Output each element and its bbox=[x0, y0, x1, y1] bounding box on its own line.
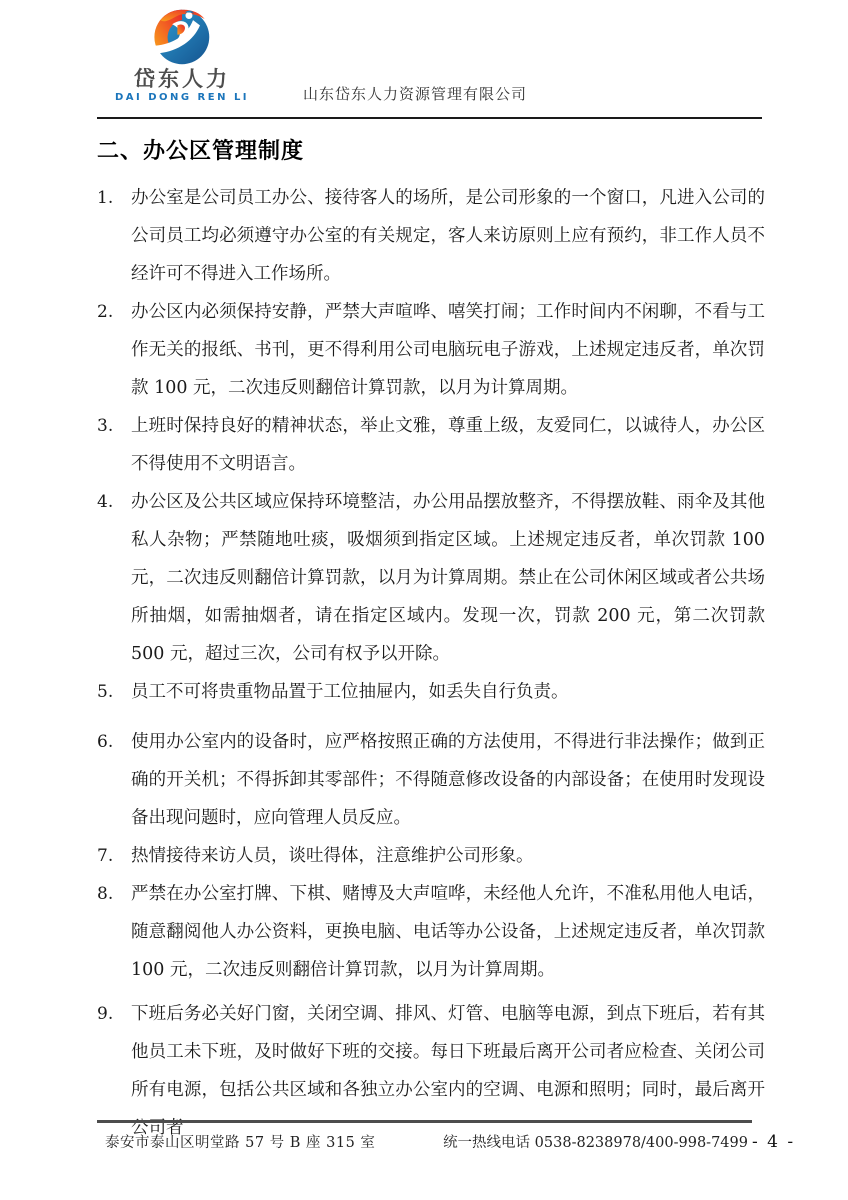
rule-text: 上班时保持良好的精神状态，举止文雅，尊重上级，友爱同仁，以诚待人，办公区不得使用不文明语言。 bbox=[131, 416, 765, 474]
rule-number: 7. bbox=[97, 846, 114, 866]
logo-name-cn: 岱东人力 bbox=[134, 67, 230, 91]
rule-text: 办公区内必须保持安静，严禁大声喧哗、嘻笑打闹；工作时间内不闲聊，不看与工作无关的报纸、书刊，更不得利用公司电脑玩电子游戏，上述规定违反者，单次罚款 100 元，二次违反则翻倍计算罚款，以月为计算周期。 bbox=[131, 302, 765, 398]
rule-text: 使用办公室内的设备时，应严格按照正确的方法使用，不得进行非法操作；做到正确的开关机；不得拆卸其零部件；不得随意修改设备的内部设备；在使用时发现设备出现问题时，应向管理人员反应。 bbox=[131, 732, 765, 828]
rules-list bbox=[97, 179, 765, 1147]
document-body bbox=[97, 130, 765, 1147]
rule-item-3 bbox=[97, 407, 765, 483]
logo-circle-icon bbox=[153, 8, 211, 66]
document-title: 二、办公区管理制度 bbox=[97, 138, 305, 164]
rule-item-7 bbox=[97, 837, 765, 875]
rule-number: 8. bbox=[97, 884, 114, 904]
rule-item-8 bbox=[97, 875, 765, 989]
rule-item-2 bbox=[97, 293, 765, 407]
rule-number: 9. bbox=[97, 1004, 114, 1024]
rule-text: 热情接待来访人员，谈吐得体，注意维护公司形象。 bbox=[131, 846, 534, 866]
rule-text: 严禁在办公室打牌、下棋、赌博及大声喧哗，未经他人允许，不准私用他人电话，随意翻阅他人办公资料，更换电脑、电话等办公设备，上述规定违反者，单次罚款 100 元，二次违反则翻倍计算罚款，以月为计算周期。 bbox=[131, 884, 765, 980]
rule-text: 办公室是公司员工办公、接待客人的场所，是公司形象的一个窗口，凡进入公司的公司员工均必须遵守办公室的有关规定，客人来访原则上应有预约，非工作人员不经许可不得进入工作场所。 bbox=[131, 188, 765, 284]
rule-item-5 bbox=[97, 673, 765, 711]
page-header bbox=[97, 0, 762, 119]
rule-item-6 bbox=[97, 723, 765, 837]
footer-hotline: 统一热线电话 0538-8238978/400-998-7499 bbox=[443, 1135, 748, 1151]
rule-text: 员工不可将贵重物品置于工位抽屉内，如丢失自行负责。 bbox=[131, 682, 569, 702]
rule-text: 下班后务必关好门窗，关闭空调、排风、灯管、电脑等电源，到点下班后，若有其他员工未下班，及时做好下班的交接。每日下班最后离开公司者应检查、关闭公司所有电源，包括公共区域和各独立办公室内的空调、电源和照明；同时，最后离开公司者 bbox=[131, 1004, 765, 1138]
rule-number: 5. bbox=[97, 682, 114, 702]
page-number: - 4 - bbox=[752, 1132, 796, 1152]
rule-item-4 bbox=[97, 483, 765, 673]
company-logo bbox=[107, 8, 257, 104]
company-name: 山东岱东人力资源管理有限公司 bbox=[303, 85, 528, 103]
rule-text: 办公区及公共区域应保持环境整洁，办公用品摆放整齐，不得摆放鞋、雨伞及其他私人杂物；严禁随地吐痰，吸烟须到指定区域。上述规定违反者，单次罚款 100 元，二次违反则翻倍计算罚款，以月为计算周期。禁止在公司休闲区域或者公共场所抽烟，如需抽烟者，请在指定区域内。发现一次，罚款 200 元，第二次罚款 500 元，超过三次，公司有权予以开除。 bbox=[131, 492, 765, 664]
rule-number: 6. bbox=[97, 732, 114, 752]
footer-address: 泰安市泰山区明堂路 57 号 B 座 315 室 bbox=[105, 1135, 376, 1151]
rule-number: 2. bbox=[97, 302, 114, 322]
page-footer bbox=[97, 1120, 752, 1152]
rule-item-1 bbox=[97, 179, 765, 293]
rule-number: 4. bbox=[97, 492, 114, 512]
logo-name-en: DAI DONG REN LI bbox=[114, 92, 250, 104]
rule-number: 1. bbox=[97, 188, 114, 208]
rule-number: 3. bbox=[97, 416, 114, 436]
